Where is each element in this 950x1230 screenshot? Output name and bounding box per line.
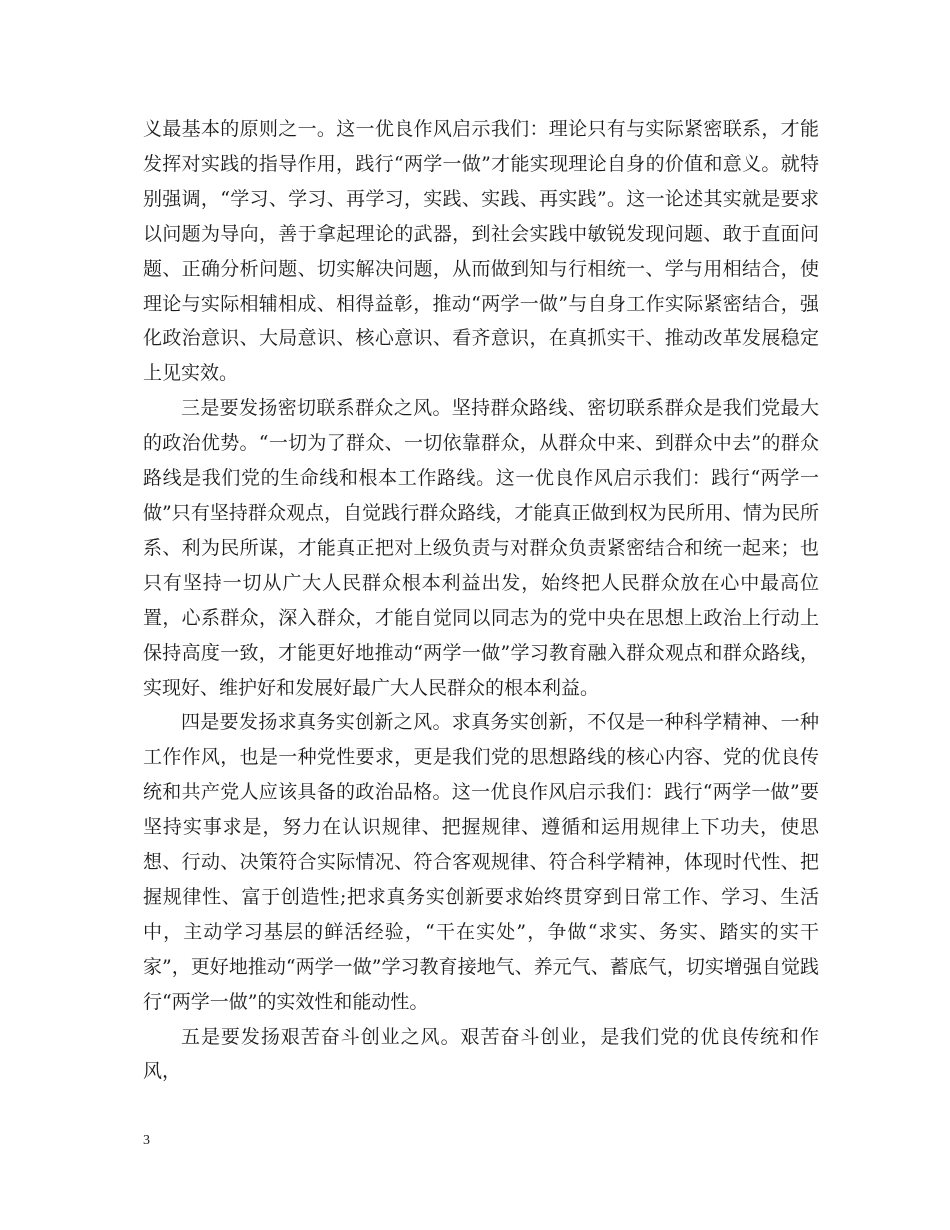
paragraph-hard-work: 五是要发扬艰苦奋斗创业之风。艰苦奋斗创业，是我们党的优良传统和作风， bbox=[143, 1025, 819, 1083]
paragraph-seek-truth: 四是要发扬求真务实创新之风。求真务实创新，不仅是一种科学精神、一种工作作风，也是一种党性要求，更是我们党的思想路线的核心内容、党的优良传统和共产党人应该具备的政治品格。这一优良作风启示我们：践行“两学一做”要坚持实事求是，努力在认识规律、把握规律、遵循和运用规律上下功夫，使思想、行动、决策符合实际情况、符合客观规律、符合科学精神，体现时代性、把握规律性、富于创造性;把求真务实创新要求始终贯穿到日常工作、学习、生活中，主动学习基层的鲜活经验，“干在实处”，争做“求实、务实、踏实的实干家”，更好地推动“两学一做”学习教育接地气、养元气、蓄底气，切实增强自觉践行“两学一做”的实效性和能动性。 bbox=[143, 711, 819, 1013]
page-number: 3 bbox=[143, 1133, 150, 1148]
body-text bbox=[143, 112, 819, 1089]
paragraph-continuation: 义最基本的原则之一。这一优良作风启示我们：理论只有与实际紧密联系，才能发挥对实践的指导作用，践行“两学一做”才能实现理论自身的价值和意义。就特别强调，“学习、学习、再学习，实践、实践、再实践”。这一论述其实就是要求以问题为导向，善于拿起理论的武器，到社会实践中敏锐发现问题、敢于直面问题、正确分析问题、切实解决问题，从而做到知与行相统一、学与用相结合，使理论与实际相辅相成、相得益彰，推动“两学一做”与自身工作实际紧密结合，强化政治意识、大局意识、核心意识、看齐意识，在真抓实干、推动改革发展稳定上见实效。 bbox=[143, 118, 819, 385]
paragraph-mass-line: 三是要发扬密切联系群众之风。坚持群众路线、密切联系群众是我们党最大的政治优势。“一切为了群众、一切依靠群众，从群众中来、到群众中去”的群众路线是我们党的生命线和根本工作路线。这一优良作风启示我们：践行“两学一做”只有坚持群众观点，自觉践行群众路线，才能真正做到权为民所用、情为民所系、利为民所谋，才能真正把对上级负责与对群众负责紧密结合和统一起来；也只有坚持一切从广大人民群众根本利益出发，始终把人民群众放在心中最高位置，心系群众，深入群众，才能自觉同以同志为的党中央在思想上政治上行动上保持高度一致，才能更好地推动“两学一做”学习教育融入群众观点和群众路线，实现好、维护好和发展好最广大人民群众的根本利益。 bbox=[143, 397, 819, 699]
